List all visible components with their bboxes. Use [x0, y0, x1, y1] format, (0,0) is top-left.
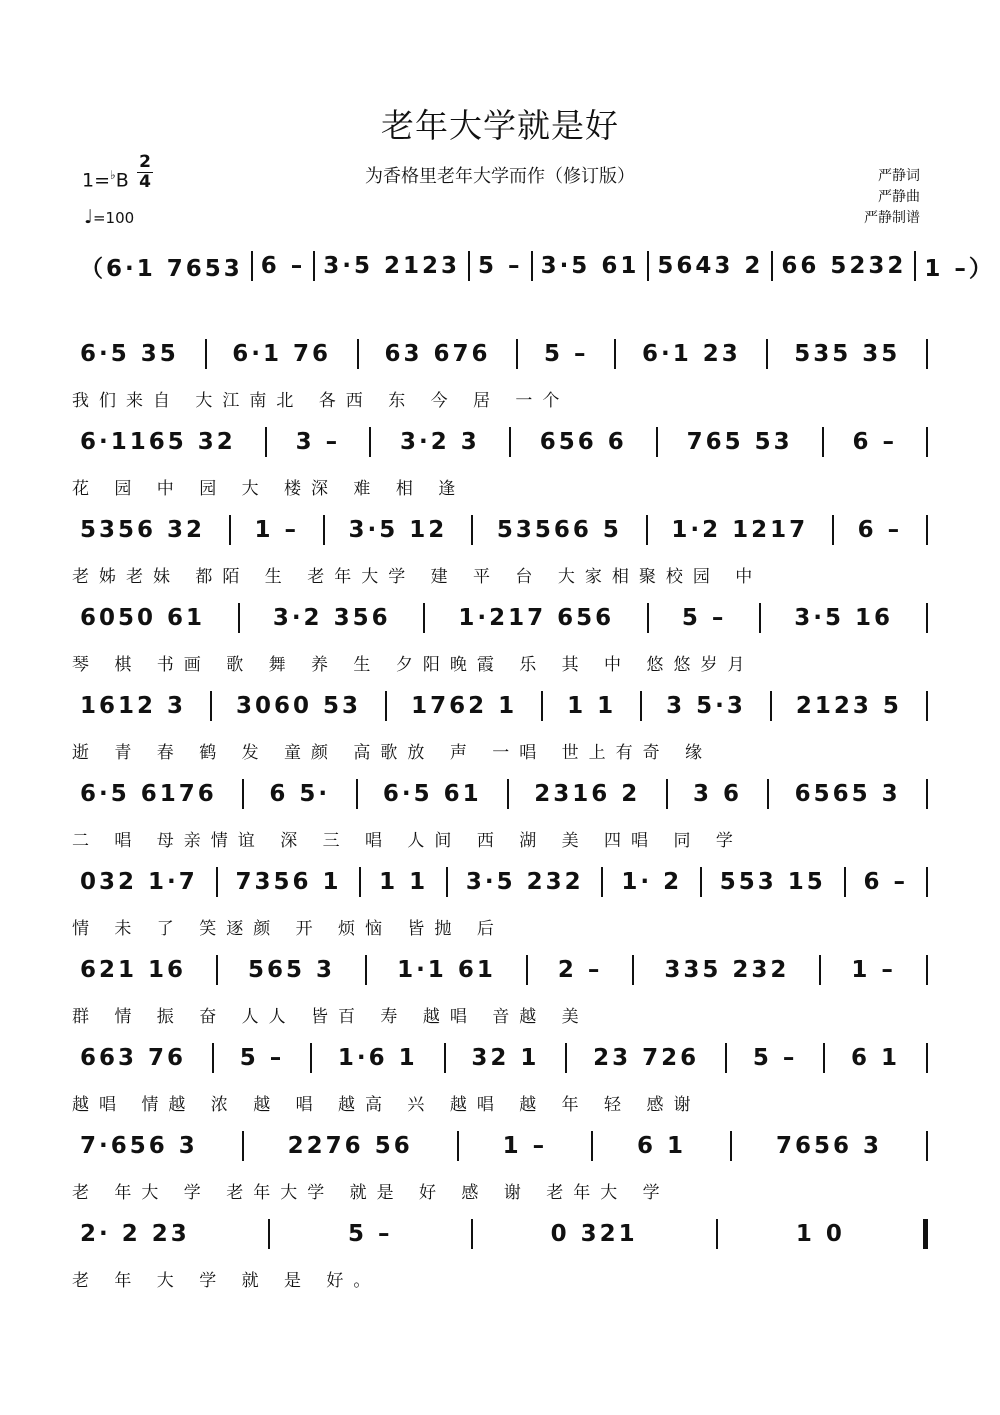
measure: 1 –: [502, 1133, 548, 1159]
measure: 1612 3: [80, 693, 187, 719]
barline: [926, 779, 928, 809]
barline: [819, 955, 821, 985]
barline: [265, 427, 267, 457]
measure: 6·1165 32: [80, 429, 236, 455]
notation-row: [72, 424, 928, 460]
measure: 1·1 61: [397, 957, 496, 983]
barline: [926, 1043, 928, 1073]
barline: [632, 955, 634, 985]
measure: 6·5 61: [382, 781, 482, 807]
measure: 1·2 1217: [671, 517, 809, 543]
song-title: 老年大学就是好: [381, 106, 619, 145]
barline: [457, 1131, 459, 1161]
notation-row: [72, 1040, 928, 1076]
notation-row: [72, 1216, 928, 1252]
flat-sign: ♭: [110, 168, 116, 182]
lyrics-row: 琴 棋 书画 歌 舞 养 生 夕阳晚霞 乐 其 中 悠悠岁月: [72, 655, 755, 675]
measure: 3·5 232: [465, 869, 584, 895]
measure: 1762 1: [411, 693, 518, 719]
measure: 656 6: [539, 429, 627, 455]
measure: 32 1: [471, 1045, 540, 1071]
barline: [730, 1131, 732, 1161]
credit-composer: 严静曲: [878, 189, 920, 205]
barline: [926, 603, 928, 633]
barline: [565, 1043, 567, 1073]
barline: [926, 955, 928, 985]
barline: [601, 867, 603, 897]
score-system: [72, 336, 928, 424]
measure: 2· 2 23: [80, 1221, 190, 1247]
barline: [210, 691, 212, 721]
barline: [832, 515, 834, 545]
notation-row: [72, 248, 995, 284]
barline: [700, 867, 702, 897]
measure: 663 76: [80, 1045, 187, 1071]
barline: [229, 515, 231, 545]
measure: 5 –: [681, 605, 727, 631]
measure: 2123 5: [795, 693, 902, 719]
credit-arranger: 严静制谱: [864, 210, 920, 226]
barline: [591, 1131, 593, 1161]
score-system: [72, 776, 928, 864]
measure: 6 1: [637, 1133, 687, 1159]
barline: [759, 603, 761, 633]
barline: [268, 1219, 270, 1249]
quarter-note-icon: ♩: [84, 206, 93, 228]
time-signature-top: 2: [139, 152, 151, 172]
measure: 5 –: [478, 253, 523, 279]
notation-row: [72, 1128, 928, 1164]
barline: [926, 427, 928, 457]
measure: 6 –: [260, 253, 306, 279]
barline: [516, 339, 518, 369]
measure: 3·5 2123: [323, 253, 461, 279]
barline: [507, 779, 509, 809]
measure: 6·5 35: [80, 341, 179, 367]
lyrics-row: 二 唱 母亲情谊 深 三 唱 人间 西 湖 美 四唱 同 学: [72, 831, 743, 851]
barline: [614, 339, 616, 369]
lyrics-row: 老 年 大 学 就 是 好。: [72, 1271, 381, 1291]
lyrics-row: 群 情 振 奋 人人 皆百 寿 越唱 音越 美: [72, 1007, 589, 1027]
lyrics-row: 越唱 情越 浓 越 唱 越高 兴 越唱 越 年 轻 感谢: [72, 1095, 701, 1115]
barline: [926, 515, 928, 545]
measure: 6 –: [852, 429, 898, 455]
credit-lyricist: 严静词: [878, 168, 920, 184]
barline: [471, 515, 473, 545]
score-system: [72, 688, 928, 776]
score-system: [72, 864, 928, 952]
measure: 5 –: [752, 1045, 798, 1071]
song-subtitle: 为香格里老年大学而作（修订版）: [365, 166, 635, 187]
barline: [646, 515, 648, 545]
barline: [926, 339, 928, 369]
notation-row: [72, 512, 928, 548]
measure: 0 321: [550, 1221, 638, 1247]
measure: 3·5 16: [794, 605, 893, 631]
measure: 6 5·: [269, 781, 331, 807]
barline: [423, 603, 425, 633]
notation-row: [72, 600, 928, 636]
measure: 5356 32: [80, 517, 206, 543]
barline: [823, 1043, 825, 1073]
score-system: [72, 248, 995, 336]
measure: 3 6: [692, 781, 742, 807]
time-signature: [137, 153, 153, 192]
barline: [444, 1043, 446, 1073]
measure: 2 –: [557, 957, 603, 983]
measure: 66 5232: [781, 253, 907, 279]
measure: 3 –: [295, 429, 341, 455]
credits: [864, 166, 920, 229]
barline: [310, 1043, 312, 1073]
tempo-marking: [84, 206, 134, 228]
barline: [369, 427, 371, 457]
measure: 1 –: [851, 957, 896, 983]
barline: [716, 1219, 718, 1249]
measure: 1 1: [567, 693, 617, 719]
measure: 3·5 12: [348, 517, 448, 543]
notation-row: [72, 776, 928, 812]
measure: 1 –: [254, 517, 300, 543]
lyrics-row: 情 未 了 笑逐颜 开 烦恼 皆抛 后: [72, 919, 504, 939]
measure: 553 15: [719, 869, 826, 895]
notation-row: [72, 952, 928, 988]
score-system: [72, 1128, 928, 1216]
barline: [656, 427, 658, 457]
barline: [844, 867, 846, 897]
lyrics-row: [72, 298, 928, 324]
barline: [359, 867, 361, 897]
barline: [766, 339, 768, 369]
score-system: [72, 1040, 928, 1128]
notation-row: [72, 336, 928, 372]
barline: [365, 955, 367, 985]
score-system: [72, 512, 928, 600]
barline: [242, 779, 244, 809]
measure: 765 53: [686, 429, 793, 455]
measure: 6·1 76: [232, 341, 331, 367]
barline: [205, 339, 207, 369]
barline: [640, 691, 642, 721]
measure: 3·5 61: [540, 253, 640, 279]
measure: 1·6 1: [337, 1045, 418, 1071]
lyrics-row: 老姊老妹 都陌 生 老年大学 建 平 台 大家相聚校园 中: [72, 567, 763, 587]
measure: 5643 2: [657, 253, 764, 279]
barline: [923, 1219, 928, 1249]
measure: 621 16: [80, 957, 187, 983]
barline: [471, 1219, 473, 1249]
notation-row: [72, 688, 928, 724]
barline: [216, 955, 218, 985]
time-signature-bottom: 4: [139, 172, 151, 192]
barline: [446, 867, 448, 897]
measure: 7656 3: [775, 1133, 882, 1159]
key-note: B: [115, 169, 129, 192]
measure: 63 676: [384, 341, 491, 367]
barline: [770, 691, 772, 721]
measure: 3060 53: [236, 693, 362, 719]
barline: [238, 603, 240, 633]
measure: 7·656 3: [80, 1133, 198, 1159]
lyrics-row: 逝 青 春 鹤 发 童颜 高歌放 声 一唱 世上有奇 缘: [72, 743, 713, 763]
measure: 535 35: [794, 341, 901, 367]
measure: （6·1 7653: [80, 255, 243, 282]
key-signature: [82, 162, 129, 193]
measure: 6 1: [851, 1045, 901, 1071]
measure: 7356 1: [235, 869, 342, 895]
barline: [725, 1043, 727, 1073]
measure: 3 5·3: [666, 693, 746, 719]
measure: 5 –: [347, 1221, 393, 1247]
barline: [385, 691, 387, 721]
score-system: [72, 600, 928, 688]
barline: [926, 691, 928, 721]
score-system: [72, 952, 928, 1040]
barline: [666, 779, 668, 809]
measure: 6 –: [857, 517, 903, 543]
barline: [212, 1043, 214, 1073]
measure: 335 232: [664, 957, 790, 983]
measure: 2276 56: [287, 1133, 413, 1159]
measure: 6050 61: [80, 605, 206, 631]
measure: 3·2 356: [272, 605, 391, 631]
lyrics-row: 花 园 中 园 大 楼深 难 相 逢: [72, 479, 466, 499]
barline: [526, 955, 528, 985]
barline: [926, 1131, 928, 1161]
measure: 1 0: [795, 1221, 845, 1247]
measure: 23 726: [593, 1045, 700, 1071]
barline: [357, 339, 359, 369]
key-prefix: 1=: [82, 169, 111, 192]
lyrics-row: 老 年大 学 老年大学 就是 好 感 谢 老年大 学: [72, 1183, 670, 1203]
barline: [541, 691, 543, 721]
lyrics-row: 我们来自 大江南北 各西 东 今 居 一个: [72, 391, 570, 411]
measure: 6·1 23: [641, 341, 741, 367]
measure: 6 –: [863, 869, 909, 895]
barline: [926, 867, 928, 897]
barline: [216, 867, 218, 897]
barline: [767, 779, 769, 809]
measure: 2316 2: [534, 781, 641, 807]
barline: [647, 603, 649, 633]
score-system: [72, 424, 928, 512]
score: [72, 248, 995, 1304]
measure: 53566 5: [496, 517, 622, 543]
measure: 6565 3: [794, 781, 901, 807]
measure: 1 –）: [924, 255, 995, 282]
barline: [323, 515, 325, 545]
notation-row: [72, 864, 928, 900]
barline: [356, 779, 358, 809]
barline: [509, 427, 511, 457]
measure: 3·2 3: [400, 429, 480, 455]
measure: 6·5 6176: [80, 781, 217, 807]
measure: 565 3: [248, 957, 336, 983]
measure: 1·217 656: [458, 605, 615, 631]
measure: 1· 2: [621, 869, 683, 895]
tempo-value: =100: [92, 209, 135, 227]
measure: 5 –: [543, 341, 589, 367]
score-system: [72, 1216, 928, 1304]
measure: 032 1·7: [80, 869, 198, 895]
barline: [822, 427, 824, 457]
measure: 1 1: [379, 869, 429, 895]
barline: [242, 1131, 244, 1161]
measure: 5 –: [239, 1045, 285, 1071]
